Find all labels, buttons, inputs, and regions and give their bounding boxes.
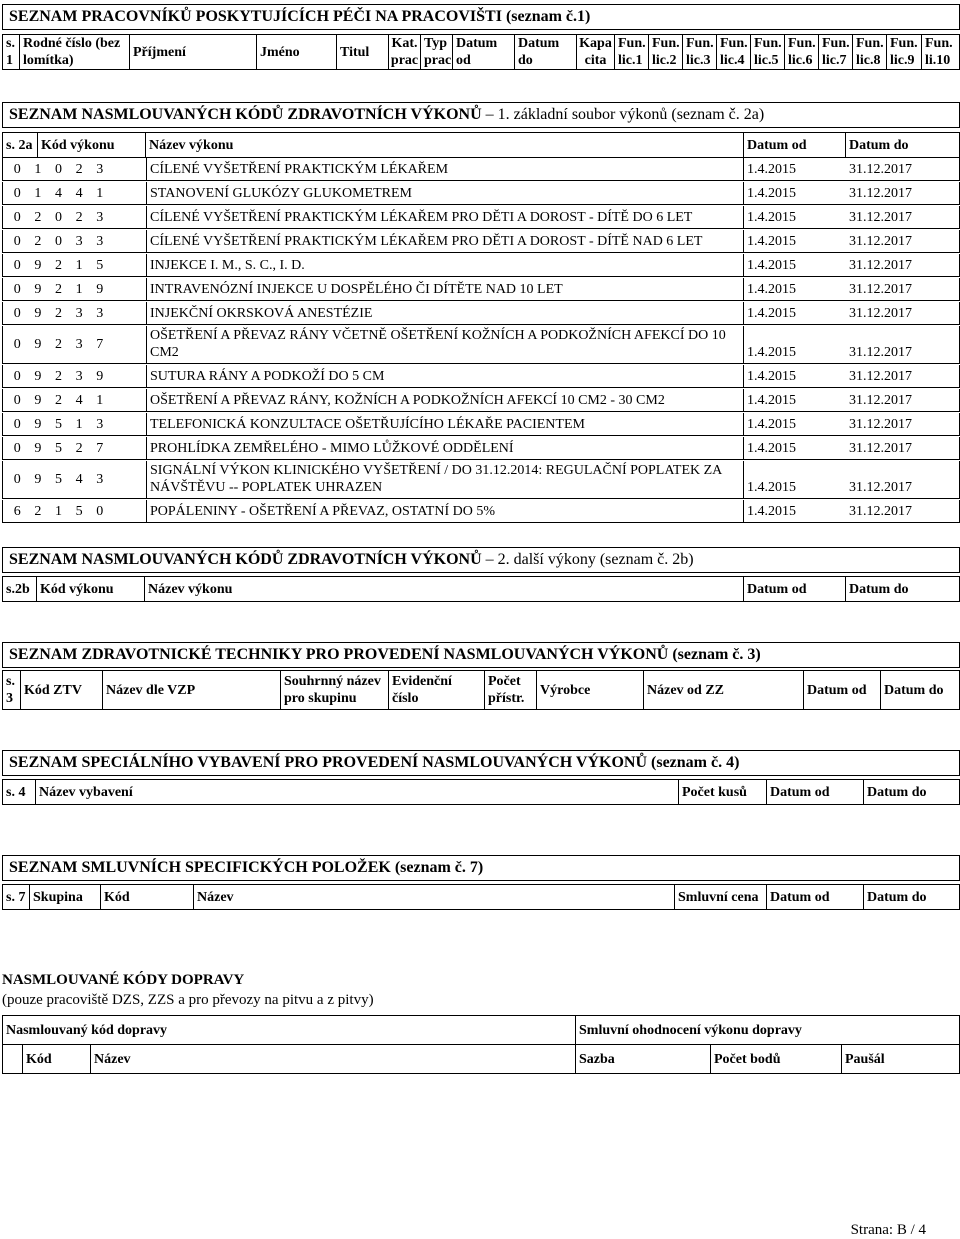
code-digit: 3	[96, 305, 104, 321]
hdr-nazev-vykonu: Název výkonu	[145, 577, 744, 601]
code-digit: 1	[96, 185, 104, 201]
code-digit: 9	[34, 337, 42, 352]
hdr-nazev: Název	[194, 885, 675, 909]
s3-title: SEZNAM ZDRAVOTNICKÉ TECHNIKY PRO PROVEDENÍ NASMLOUVANÝCH VÝKONŮ (seznam č. 3)	[2, 642, 960, 668]
table-row	[2, 461, 960, 499]
table-row	[2, 158, 960, 181]
hdr-lic5: Fun. lic.5	[751, 35, 785, 69]
code-digit: 1	[34, 161, 42, 177]
hdr-lic1: Fun. lic.1	[615, 35, 649, 69]
datum-do-cell: 31.12.2017	[849, 282, 912, 297]
hdr-datum-od: Datum od	[744, 133, 846, 157]
code-digit: 5	[54, 472, 62, 487]
code-digit: 0	[13, 161, 21, 177]
code-digit: 5	[96, 257, 104, 273]
code-digit: 2	[34, 209, 42, 225]
employees-title: SEZNAM PRACOVNÍKŮ POSKYTUJÍCÍCH PÉČI NA PRACOVIŠTI (seznam č.1)	[2, 4, 960, 30]
datum-od-cell: 1.4.2015	[747, 504, 796, 519]
transport-group-header	[2, 1015, 960, 1045]
hdr-lic2: Fun. lic.2	[649, 35, 683, 69]
table-row	[2, 182, 960, 205]
vykon-name: PROHLÍDKA ZEMŘELÉHO - MIMO LŮŽKOVÉ ODDĚLENÍ	[146, 437, 744, 459]
datum-do-cell: 31.12.2017	[849, 162, 912, 177]
datum-od-cell: 1.4.2015	[747, 234, 796, 249]
code-digit: 0	[13, 233, 21, 249]
hdr-kod-vykonu: Kód výkonu	[38, 133, 146, 157]
hdr-kat-prac: Kat. prac	[389, 35, 421, 69]
code-digit: 2	[54, 337, 62, 352]
code-digit: 5	[54, 416, 62, 432]
code-digit: 9	[34, 392, 42, 408]
hdr-vyrobce: Výrobce	[537, 671, 644, 709]
code-digit: 9	[34, 305, 42, 321]
code-digit: 0	[13, 440, 21, 456]
code-digit: 0	[13, 257, 21, 273]
datum-od-cell: 1.4.2015	[747, 441, 796, 456]
code-digit: 2	[75, 209, 83, 225]
table-row	[2, 389, 960, 412]
hdr-lic7: Fun. lic.7	[819, 35, 853, 69]
code-digit: 0	[13, 305, 21, 321]
vykon-name: INJEKCE I. M., S. C., I. D.	[146, 254, 744, 276]
datum-do-cell: 31.12.2017	[849, 186, 912, 201]
hdr-datum-do: Datum do	[849, 581, 909, 597]
code-digit: 1	[75, 257, 83, 273]
code-digit: 2	[34, 503, 42, 519]
hdr-rodne-cislo: Rodné číslo (bez lomítka)	[20, 35, 130, 69]
vykon-name: INTRAVENÓZNÍ INJEKCE U DOSPĚLÉHO ČI DÍTĚTE NAD 10 LET	[146, 278, 744, 300]
vykon-name: CÍLENÉ VYŠETŘENÍ PRAKTICKÝM LÉKAŘEM PRO DĚTI A DOROST - DÍTĚ NAD 6 LET	[146, 230, 744, 252]
hdr-s2b: s.2b	[3, 577, 37, 601]
page-number: Strana: B / 4	[850, 1222, 926, 1238]
hdr-kod: Kód	[23, 1045, 91, 1073]
table-row	[2, 230, 960, 253]
code-digit: 3	[75, 337, 83, 352]
hdr-lic9: Fun. lic.9	[887, 35, 922, 69]
code-digit: 0	[13, 416, 21, 432]
code-digit: 7	[96, 440, 104, 456]
code-digit: 2	[75, 161, 83, 177]
datum-do-cell: 31.12.2017	[849, 441, 912, 456]
code-digit: 2	[54, 257, 62, 273]
code-digit: 4	[75, 185, 83, 201]
code-digit: 2	[54, 305, 62, 321]
code-digit: 0	[13, 185, 21, 201]
table-row	[2, 254, 960, 277]
code-digit: 0	[13, 472, 21, 487]
hdr-s7: s. 7	[3, 885, 30, 909]
hdr-datum-od: Datum od	[767, 780, 864, 804]
code-digit: 3	[75, 233, 83, 249]
datum-do-cell: 31.12.2017	[849, 306, 912, 321]
code-digit: 1	[54, 503, 62, 519]
code-digit: 0	[13, 281, 21, 297]
hdr-souhrnny-nazev: Souhrnný název pro skupinu	[281, 671, 389, 709]
code-digit: 2	[75, 440, 83, 456]
hdr-prijmeni: Příjmení	[130, 35, 257, 69]
hdr-lic10: Fun. li.10	[925, 36, 953, 68]
code-digit: 3	[96, 233, 104, 249]
s7-title: SEZNAM SMLUVNÍCH SPECIFICKÝCH POLOŽEK (seznam č. 7)	[2, 855, 960, 881]
hdr-typ-prac: Typ prac	[421, 35, 453, 69]
hdr-datum-do: Datum do	[515, 35, 577, 69]
code-digit: 9	[34, 440, 42, 456]
datum-od-cell: 1.4.2015	[747, 345, 796, 360]
table-row	[2, 278, 960, 301]
vykon-name: CÍLENÉ VYŠETŘENÍ PRAKTICKÝM LÉKAŘEM PRO DĚTI A DOROST - DÍTĚ DO 6 LET	[146, 206, 744, 228]
table-row	[2, 413, 960, 436]
hdr-datum-do: Datum do	[867, 784, 927, 800]
datum-od-cell: 1.4.2015	[747, 282, 796, 297]
datum-od-cell: 1.4.2015	[747, 162, 796, 177]
code-digit: 7	[96, 337, 104, 352]
hdr-kod: Kód	[101, 885, 194, 909]
code-digit: 0	[13, 337, 21, 352]
code-digit: 3	[75, 368, 83, 384]
hdr-nazev: Název	[91, 1045, 576, 1073]
hdr-lic6: Fun. lic.6	[785, 35, 819, 69]
s2b-header	[2, 576, 960, 602]
transport-title: NASMLOUVANÉ KÓDY DOPRAVY	[2, 972, 245, 988]
employees-header	[2, 34, 960, 70]
hdr-pocet-kusu: Počet kusů	[679, 780, 767, 804]
transport-subtitle: (pouze pracoviště DZS, ZZS a pro převozy na pitvu a z pitvy)	[2, 992, 374, 1008]
vykon-name: CÍLENÉ VYŠETŘENÍ PRAKTICKÝM LÉKAŘEM	[146, 158, 744, 180]
table-row	[2, 500, 960, 523]
hdr-datum-do: Datum do	[884, 682, 944, 698]
datum-od-cell: 1.4.2015	[747, 480, 796, 495]
code-digit: 4	[75, 472, 83, 487]
datum-do-cell: 31.12.2017	[849, 345, 912, 360]
code-digit: 5	[54, 440, 62, 456]
s4-header	[2, 779, 960, 805]
code-digit: 1	[75, 416, 83, 432]
code-digit: 2	[54, 281, 62, 297]
hdr-s3: s. 3	[3, 671, 21, 709]
datum-do-cell: 31.12.2017	[849, 234, 912, 249]
table-row	[2, 302, 960, 325]
hdr-datum-do: Datum do	[849, 137, 909, 153]
code-digit: 1	[34, 185, 42, 201]
datum-do-cell: 31.12.2017	[849, 369, 912, 384]
datum-od-cell: 1.4.2015	[747, 210, 796, 225]
hdr-kod-vykonu: Kód výkonu	[37, 577, 145, 601]
code-digit: 3	[96, 161, 104, 177]
code-digit: 9	[96, 368, 104, 384]
code-digit: 0	[13, 368, 21, 384]
code-digit: 3	[96, 472, 104, 487]
code-digit: 9	[34, 472, 42, 487]
hdr-s2a: s. 2a	[3, 133, 38, 157]
code-digit: 0	[54, 233, 62, 249]
s2a-title: SEZNAM NASMLOUVANÝCH KÓDŮ ZDRAVOTNÍCH VÝKONŮ – 1. základní soubor výkonů (seznam č. 2a)	[2, 102, 960, 128]
hdr-pocet-pristr: Počet přístr.	[485, 671, 537, 709]
s4-title: SEZNAM SPECIÁLNÍHO VYBAVENÍ PRO PROVEDENÍ NASMLOUVANÝCH VÝKONŮ (seznam č. 4)	[2, 750, 960, 776]
transport-header	[2, 1044, 960, 1074]
hdr-sazba: Sazba	[576, 1045, 711, 1073]
vykon-name: POPÁLENINY - OŠETŘENÍ A PŘEVAZ, OSTATNÍ DO 5%	[146, 500, 744, 522]
code-digit: 3	[96, 416, 104, 432]
datum-od-cell: 1.4.2015	[747, 306, 796, 321]
hdr-s4: s. 4	[3, 780, 36, 804]
hdr-datum-od: Datum od	[804, 671, 881, 709]
code-digit: 9	[34, 257, 42, 273]
vykon-name: TELEFONICKÁ KONZULTACE OŠETŘUJÍCÍHO LÉKAŘE PACIENTEM	[146, 413, 744, 435]
hdr-smluvni-ohodnoceni: Smluvní ohodnocení výkonu dopravy	[579, 1022, 802, 1038]
code-digit: 4	[75, 392, 83, 408]
hdr-datum-od: Datum od	[744, 577, 846, 601]
hdr-kod-ztv: Kód ZTV	[21, 671, 103, 709]
hdr-lic4: Fun. lic.4	[717, 35, 751, 69]
hdr-datum-od: Datum od	[767, 885, 864, 909]
vykon-name: SUTURA RÁNY A PODKOŽÍ DO 5 CM	[146, 365, 744, 387]
hdr-jmeno: Jméno	[257, 35, 337, 69]
hdr-lic8: Fun. lic.8	[853, 35, 887, 69]
s2b-title: SEZNAM NASMLOUVANÝCH KÓDŮ ZDRAVOTNÍCH VÝKONŮ – 2. další výkony (seznam č. 2b)	[2, 547, 960, 573]
table-row	[2, 326, 960, 364]
code-digit: 9	[96, 281, 104, 297]
datum-od-cell: 1.4.2015	[747, 417, 796, 432]
datum-do-cell: 31.12.2017	[849, 393, 912, 408]
hdr-datum-od: Datum od	[453, 35, 515, 69]
code-digit: 0	[54, 161, 62, 177]
code-digit: 1	[96, 392, 104, 408]
code-digit: 0	[13, 209, 21, 225]
code-digit: 2	[54, 368, 62, 384]
datum-do-cell: 31.12.2017	[849, 258, 912, 273]
code-digit: 0	[13, 392, 21, 408]
table-row	[2, 365, 960, 388]
datum-od-cell: 1.4.2015	[747, 258, 796, 273]
code-digit: 2	[34, 233, 42, 249]
code-digit: 0	[96, 503, 104, 519]
transport-spacer	[3, 1045, 23, 1073]
hdr-titul: Titul	[337, 35, 389, 69]
s7-header	[2, 884, 960, 910]
hdr-lic3: Fun. lic.3	[683, 35, 717, 69]
table-row	[2, 437, 960, 460]
vykon-name: OŠETŘENÍ A PŘEVAZ RÁNY, KOŽNÍCH A PODKOŽNÍCH AFEKCÍ 10 CM2 - 30 CM2	[146, 389, 744, 411]
hdr-kapacita: Kapa cita	[577, 35, 615, 69]
datum-do-cell: 31.12.2017	[849, 210, 912, 225]
code-digit: 9	[34, 281, 42, 297]
code-digit: 3	[96, 209, 104, 225]
code-digit: 4	[54, 185, 62, 201]
code-digit: 9	[34, 416, 42, 432]
code-digit: 9	[34, 368, 42, 384]
code-digit: 3	[75, 305, 83, 321]
hdr-datum-do: Datum do	[867, 889, 927, 905]
datum-od-cell: 1.4.2015	[747, 393, 796, 408]
datum-do-cell: 31.12.2017	[849, 417, 912, 432]
hdr-nazev-zz: Název od ZZ	[644, 671, 804, 709]
hdr-nazev-vzp: Název dle VZP	[103, 671, 281, 709]
code-digit: 0	[54, 209, 62, 225]
datum-od-cell: 1.4.2015	[747, 186, 796, 201]
hdr-evidencni-cislo: Evidenční číslo	[389, 671, 485, 709]
datum-do-cell: 31.12.2017	[849, 504, 912, 519]
table-row	[2, 206, 960, 229]
datum-do-cell: 31.12.2017	[849, 480, 912, 495]
vykon-name: STANOVENÍ GLUKÓZY GLUKOMETREM	[146, 182, 744, 204]
code-digit: 1	[75, 281, 83, 297]
hdr-smluvni-cena: Smluvní cena	[675, 885, 767, 909]
datum-od-cell: 1.4.2015	[747, 369, 796, 384]
s3-header	[2, 670, 960, 710]
hdr-nazev-vykonu: Název výkonu	[146, 133, 744, 157]
hdr-s1: s. 1	[3, 35, 20, 69]
hdr-pocet-bodu: Počet bodů	[711, 1045, 842, 1073]
code-digit: 2	[54, 392, 62, 408]
hdr-nasmlouvany-kod: Nasmlouvaný kód dopravy	[3, 1016, 576, 1044]
hdr-skupina: Skupina	[30, 885, 101, 909]
vykon-name: INJEKČNÍ OKRSKOVÁ ANESTÉZIE	[146, 302, 744, 324]
code-digit: 6	[13, 503, 21, 519]
hdr-nazev-vybaveni: Název vybavení	[36, 780, 679, 804]
vykon-name: OŠETŘENÍ A PŘEVAZ RÁNY VČETNĚ OŠETŘENÍ KOŽNÍCH A PODKOŽNÍCH AFEKCÍ DO 10 CM2	[146, 326, 744, 363]
code-digit: 5	[75, 503, 83, 519]
hdr-pausal: Paušál	[845, 1051, 885, 1067]
vykon-name: SIGNÁLNÍ VÝKON KLINICKÉHO VYŠETŘENÍ / DO 31.12.2014: REGULAČNÍ POPLATEK ZA NÁVŠTĚVU -- POPLATEK UHRAZEN	[146, 461, 744, 498]
s2a-header	[2, 132, 960, 158]
